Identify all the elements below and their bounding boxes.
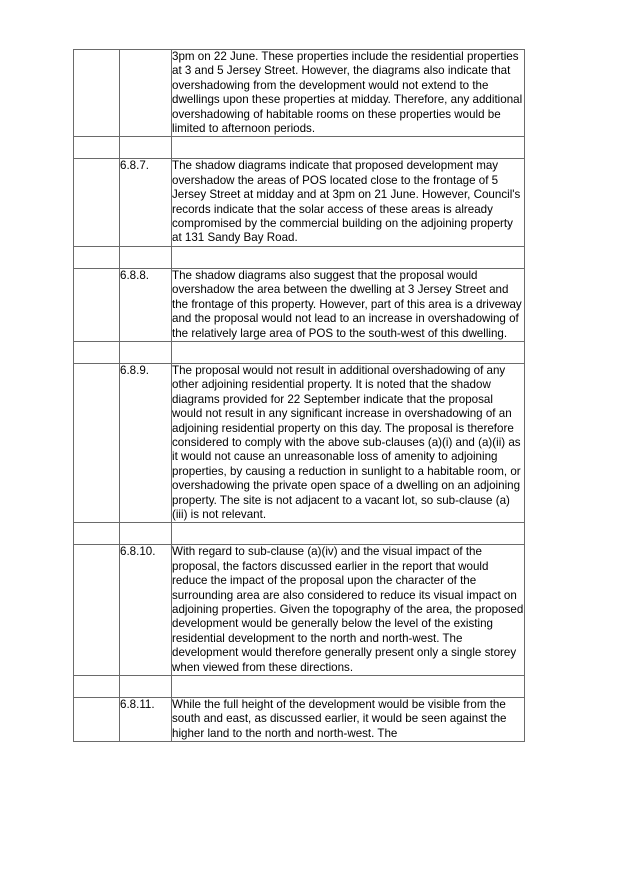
spacer-row xyxy=(74,676,525,698)
table-row xyxy=(74,545,525,676)
margin-cell xyxy=(74,698,120,742)
spacer-row xyxy=(74,523,525,545)
table-row xyxy=(74,698,525,742)
margin-cell xyxy=(74,545,120,676)
report-table xyxy=(73,49,525,742)
margin-cell xyxy=(74,50,120,137)
paragraph-text: With regard to sub-clause (a)(iv) and the visual impact of the proposal, the factors discussed earlier in the report that would reduce the impact of the proposal upon the character of the surrounding area are also considered to reduce its visual impact on adjoining properties. Given the topography of the area, the proposed development would be generally below the level of the existing residential development to the north and north-west. The development would therefore generally present only a single storey when viewed from these directions. xyxy=(172,545,524,674)
paragraph-number: 6.8.11. xyxy=(120,698,172,742)
margin-cell xyxy=(74,363,120,522)
paragraph-number: 6.8.9. xyxy=(120,363,172,522)
table-row xyxy=(74,363,525,522)
paragraph-text: While the full height of the development would be visible from the south and east, as discussed earlier, it would be seen against the higher land to the north and north-west. The xyxy=(172,698,525,742)
spacer-row xyxy=(74,137,525,159)
table-row xyxy=(74,50,525,137)
spacer-row xyxy=(74,341,525,363)
paragraph-text: The shadow diagrams also suggest that the proposal would overshadow the area between the dwelling at 3 Jersey Street and the frontage of this property. However, part of this area is a driveway and the proposal would not lead to an increase in overshadowing of the relatively large area of POS to the south-west of this dwelling. xyxy=(172,268,525,341)
paragraph-number: 6.8.10. xyxy=(120,545,172,676)
paragraph-number: 6.8.7. xyxy=(120,159,172,246)
paragraph-text: The shadow diagrams indicate that proposed development may overshadow the areas of POS located close to the frontage of 5 Jersey Street at midday and at 3pm on 21 June. However, Council's records indicate that the solar access of these areas is already compromised by the commercial building on the adjoining property at 131 Sandy Bay Road. xyxy=(172,159,525,246)
paragraph-number xyxy=(120,50,172,137)
paragraph-text: 3pm on 22 June. These properties include the residential properties at 3 and 5 Jersey Street. However, the diagrams also indicate that overshadowing from the development would not extend to the dwellings upon these properties at midday. Therefore, any additional overshadowing of habitable rooms on these properties would be limited to afternoon periods. xyxy=(172,50,525,137)
paragraph-text: The proposal would not result in additional overshadowing of any other adjoining residential property. It is noted that the shadow diagrams provided for 22 September indicate that the proposal would not result in any significant increase in overshadowing of an adjoining residential property on this day. The proposal is therefore considered to comply with the above sub-clauses (a)(i) and (a)(ii) as it would not cause an unreasonable loss of amenity to adjoining properties, by causing a reduction in sunlight to a habitable room, or overshadowing the private open space of a dwelling on an adjoining property. The site is not adjacent to a vacant lot, so sub-clause (a)(iii) is not relevant. xyxy=(172,363,525,522)
paragraph-number: 6.8.8. xyxy=(120,268,172,341)
margin-cell xyxy=(74,268,120,341)
spacer-row xyxy=(74,246,525,268)
table-row xyxy=(74,268,525,341)
table-row xyxy=(74,159,525,246)
margin-cell xyxy=(74,159,120,246)
